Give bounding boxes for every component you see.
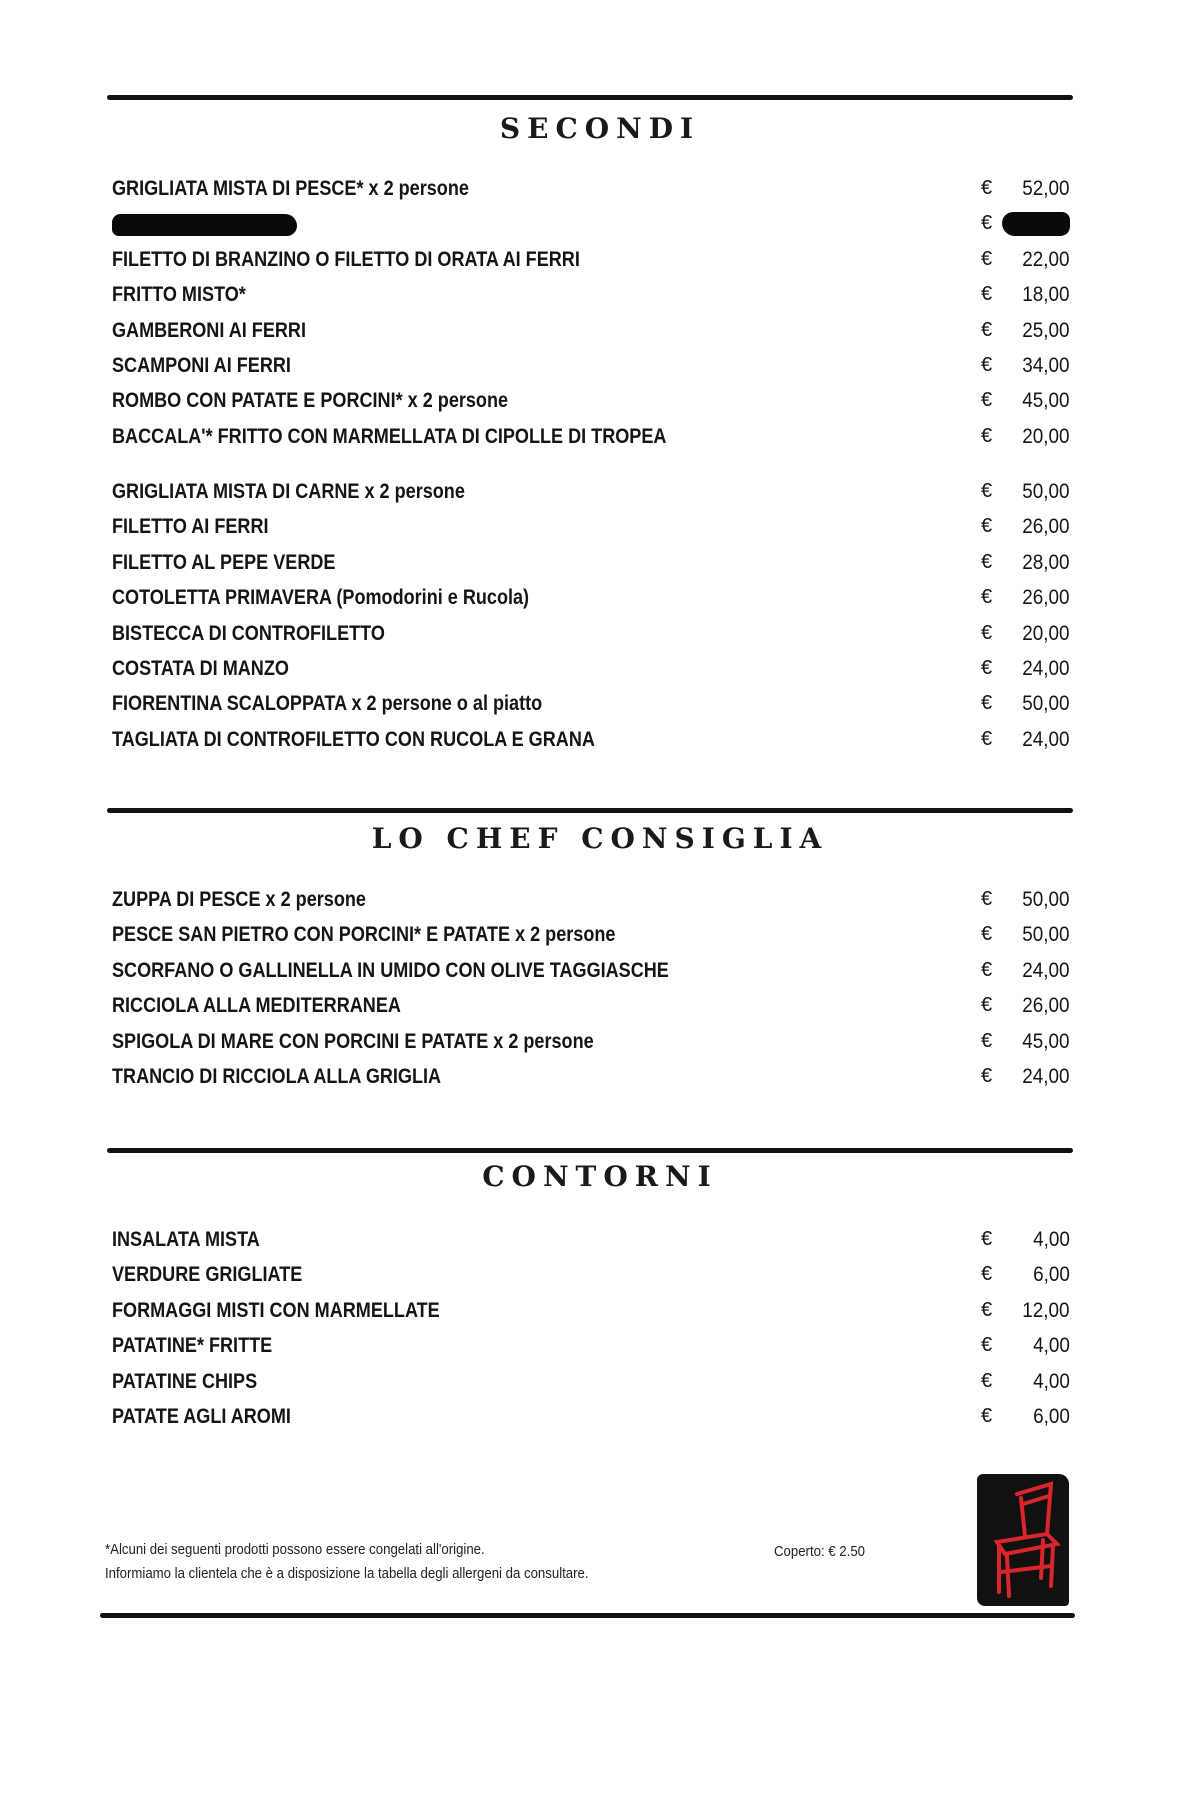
menu-item bbox=[112, 425, 1070, 455]
item-title: SPIGOLA DI MARE CON PORCINI E PATATE bbox=[112, 1029, 489, 1053]
item-note: x 2 persone bbox=[488, 1029, 594, 1053]
item-price: 26,00 bbox=[1022, 515, 1070, 539]
currency-symbol: € bbox=[981, 177, 993, 199]
item-price: 24,00 bbox=[1022, 657, 1070, 680]
item-price: 50,00 bbox=[1022, 480, 1070, 503]
item-name bbox=[112, 692, 542, 716]
menu-item bbox=[112, 586, 1070, 616]
item-name bbox=[112, 923, 615, 947]
item-price: 4,00 bbox=[1033, 1228, 1070, 1251]
item-title: BISTECCA DI CONTROFILETTO bbox=[112, 621, 385, 645]
currency-symbol: € bbox=[981, 1405, 993, 1427]
section-divider bbox=[107, 808, 1073, 813]
item-title: GRIGLIATA MISTA DI CARNE bbox=[112, 480, 360, 503]
item-name bbox=[112, 888, 366, 912]
menu-item bbox=[112, 1030, 1070, 1060]
item-name bbox=[112, 1263, 302, 1287]
footer-divider bbox=[100, 1613, 1075, 1618]
item-title: VERDURE GRIGLIATE bbox=[112, 1263, 303, 1287]
currency-symbol: € bbox=[981, 994, 993, 1017]
menu-item bbox=[112, 515, 1070, 545]
currency-symbol: € bbox=[981, 1065, 993, 1087]
item-price: 6,00 bbox=[1033, 1263, 1070, 1287]
item-price: 4,00 bbox=[1033, 1334, 1070, 1358]
item-title: FORMAGGI MISTI CON MARMELLATE bbox=[112, 1298, 440, 1322]
currency-symbol: € bbox=[981, 550, 993, 573]
menu-item bbox=[112, 959, 1070, 989]
item-name bbox=[112, 515, 269, 539]
menu-item bbox=[112, 354, 1070, 384]
item-price: 6,00 bbox=[1033, 1405, 1070, 1428]
menu-item bbox=[112, 319, 1070, 349]
item-name bbox=[112, 657, 289, 681]
item-note: x 2 persone bbox=[402, 389, 509, 413]
item-note: x 2 persone bbox=[363, 177, 469, 200]
item-price: 20,00 bbox=[1022, 424, 1070, 448]
currency-symbol: € bbox=[981, 1029, 993, 1052]
currency-symbol: € bbox=[981, 586, 993, 609]
item-price: 12,00 bbox=[1022, 1298, 1070, 1322]
menu-item bbox=[112, 177, 1070, 207]
redacted-price bbox=[1002, 212, 1070, 236]
item-title: PESCE SAN PIETRO CON PORCINI* E PATATE bbox=[112, 923, 511, 947]
item-name bbox=[112, 1334, 272, 1358]
item-price: 45,00 bbox=[1022, 1029, 1070, 1053]
item-name bbox=[112, 177, 469, 201]
item-price: 26,00 bbox=[1022, 586, 1070, 610]
currency-symbol: € bbox=[981, 621, 993, 644]
currency-symbol: € bbox=[981, 283, 993, 306]
item-title: BACCALA'* FRITTO CON MARMELLATA DI CIPOLLE DI TROPEA bbox=[112, 424, 667, 448]
item-note: (Pomodorini e Rucola) bbox=[331, 586, 530, 610]
item-price: 45,00 bbox=[1022, 389, 1070, 413]
currency-symbol: € bbox=[981, 389, 993, 412]
item-title: FILETTO AL PEPE VERDE bbox=[112, 550, 336, 574]
menu-item bbox=[112, 888, 1070, 918]
menu-item bbox=[112, 1334, 1070, 1364]
currency-symbol: € bbox=[981, 515, 993, 538]
currency-symbol: € bbox=[981, 1263, 993, 1286]
item-note: x 2 persone bbox=[359, 480, 465, 503]
menu-item bbox=[112, 994, 1070, 1024]
menu-item bbox=[112, 728, 1070, 758]
item-price: 28,00 bbox=[1022, 550, 1070, 574]
item-title: PATATINE* FRITTE bbox=[112, 1334, 273, 1358]
menu-item bbox=[112, 389, 1070, 419]
menu-item bbox=[112, 480, 1070, 510]
menu-item bbox=[112, 657, 1070, 687]
item-name bbox=[112, 480, 465, 504]
item-title: COSTATA DI MANZO bbox=[112, 657, 289, 680]
item-title: SCAMPONI AI FERRI bbox=[112, 354, 291, 377]
item-price: 50,00 bbox=[1022, 888, 1070, 911]
item-price: 25,00 bbox=[1022, 318, 1070, 342]
item-name bbox=[112, 994, 401, 1018]
item-name bbox=[112, 389, 508, 413]
currency-symbol: € bbox=[981, 1334, 993, 1357]
item-price: 18,00 bbox=[1022, 283, 1070, 307]
item-name bbox=[112, 1030, 594, 1054]
menu-item bbox=[112, 248, 1070, 278]
menu-item bbox=[112, 622, 1070, 652]
item-price: 24,00 bbox=[1022, 1065, 1070, 1088]
item-name bbox=[112, 622, 385, 646]
allergen-note: Informiamo la clientela che è a disposizione la tabella degli allergeni da consultare. bbox=[105, 1565, 589, 1582]
item-note: x 2 persone bbox=[510, 923, 616, 947]
currency-symbol: € bbox=[981, 424, 993, 447]
cover-charge: Coperto: € 2.50 bbox=[774, 1543, 865, 1560]
menu-item bbox=[112, 1065, 1070, 1095]
item-name bbox=[112, 1299, 440, 1323]
item-price: 50,00 bbox=[1022, 692, 1070, 716]
currency-symbol: € bbox=[981, 1298, 993, 1321]
item-price: 24,00 bbox=[1022, 958, 1070, 982]
currency-symbol: € bbox=[981, 1228, 993, 1250]
currency-symbol: € bbox=[981, 958, 993, 981]
menu-item bbox=[112, 923, 1070, 953]
item-title: TAGLIATA DI CONTROFILETTO CON RUCOLA E GRANA bbox=[112, 727, 595, 751]
section-divider bbox=[107, 1148, 1073, 1153]
item-price: 50,00 bbox=[1022, 923, 1070, 947]
item-title: SCORFANO O GALLINELLA IN UMIDO CON OLIVE TAGGIASCHE bbox=[112, 958, 669, 982]
item-title: FIORENTINA SCALOPPATA bbox=[112, 692, 347, 716]
item-title: ZUPPA DI PESCE bbox=[112, 888, 261, 911]
item-name bbox=[112, 1405, 291, 1429]
menu-item bbox=[112, 1299, 1070, 1329]
currency-symbol: € bbox=[981, 354, 993, 376]
item-title: PATATE AGLI AROMI bbox=[112, 1405, 291, 1428]
menu-item bbox=[112, 212, 1070, 242]
frozen-note: *Alcuni dei seguenti prodotti possono essere congelati all'origine. bbox=[105, 1541, 485, 1558]
item-price: 24,00 bbox=[1022, 727, 1070, 751]
item-price: 52,00 bbox=[1022, 177, 1070, 200]
item-price: 26,00 bbox=[1022, 994, 1070, 1018]
item-name bbox=[112, 1228, 260, 1252]
currency-symbol: € bbox=[981, 657, 993, 679]
item-title: PATATINE CHIPS bbox=[112, 1369, 258, 1393]
restaurant-logo bbox=[977, 1474, 1069, 1606]
currency-symbol: € bbox=[981, 247, 993, 270]
item-title: TRANCIO DI RICCIOLA ALLA GRIGLIA bbox=[112, 1065, 442, 1088]
item-title: FILETTO AI FERRI bbox=[112, 515, 269, 539]
item-name bbox=[112, 354, 291, 378]
item-name bbox=[112, 551, 335, 575]
red-chair-icon bbox=[977, 1474, 1069, 1606]
currency-symbol: € bbox=[981, 888, 993, 910]
item-name bbox=[112, 586, 529, 610]
item-title: ROMBO CON PATATE E PORCINI* bbox=[112, 389, 403, 413]
item-title: GAMBERONI AI FERRI bbox=[112, 318, 306, 342]
menu-item bbox=[112, 692, 1070, 722]
item-title: RICCIOLA ALLA MEDITERRANEA bbox=[112, 994, 401, 1018]
item-price: 20,00 bbox=[1022, 621, 1070, 645]
menu-item bbox=[112, 1370, 1070, 1400]
currency-symbol: € bbox=[981, 923, 993, 946]
menu-item bbox=[112, 1263, 1070, 1293]
item-price: 22,00 bbox=[1022, 247, 1070, 271]
currency-symbol: € bbox=[981, 318, 993, 341]
item-title: GRIGLIATA MISTA DI PESCE* bbox=[112, 177, 364, 200]
item-name bbox=[112, 319, 306, 343]
currency-symbol: € bbox=[981, 692, 993, 715]
item-name bbox=[112, 283, 246, 307]
section-title: LO CHEF CONSIGLIA bbox=[371, 822, 829, 855]
item-price: 34,00 bbox=[1022, 354, 1070, 377]
item-title: INSALATA MISTA bbox=[112, 1228, 260, 1251]
menu-item bbox=[112, 1405, 1070, 1435]
currency-symbol: € bbox=[981, 480, 993, 502]
item-note: x 2 persone bbox=[260, 888, 366, 911]
item-name bbox=[112, 728, 595, 752]
redacted-name bbox=[112, 214, 297, 236]
item-name bbox=[112, 425, 666, 449]
item-note: x 2 persone o al piatto bbox=[346, 692, 543, 716]
item-name bbox=[112, 1065, 441, 1089]
currency-symbol: € bbox=[981, 1369, 993, 1392]
item-price: 4,00 bbox=[1033, 1369, 1070, 1393]
menu-item bbox=[112, 283, 1070, 313]
section-title: CONTORNI bbox=[482, 1160, 718, 1193]
menu-item bbox=[112, 551, 1070, 581]
item-name bbox=[112, 1370, 257, 1394]
item-title: FRITTO MISTO* bbox=[112, 283, 246, 307]
item-name bbox=[112, 248, 580, 272]
currency-symbol: € bbox=[981, 212, 993, 235]
section-divider bbox=[107, 95, 1073, 100]
item-title: COTOLETTA PRIMAVERA bbox=[112, 586, 332, 610]
item-title: FILETTO DI BRANZINO O FILETTO DI ORATA AI FERRI bbox=[112, 247, 580, 271]
currency-symbol: € bbox=[981, 727, 993, 750]
section-title: SECONDI bbox=[499, 112, 701, 145]
item-name bbox=[112, 959, 669, 983]
menu-item bbox=[112, 1228, 1070, 1258]
